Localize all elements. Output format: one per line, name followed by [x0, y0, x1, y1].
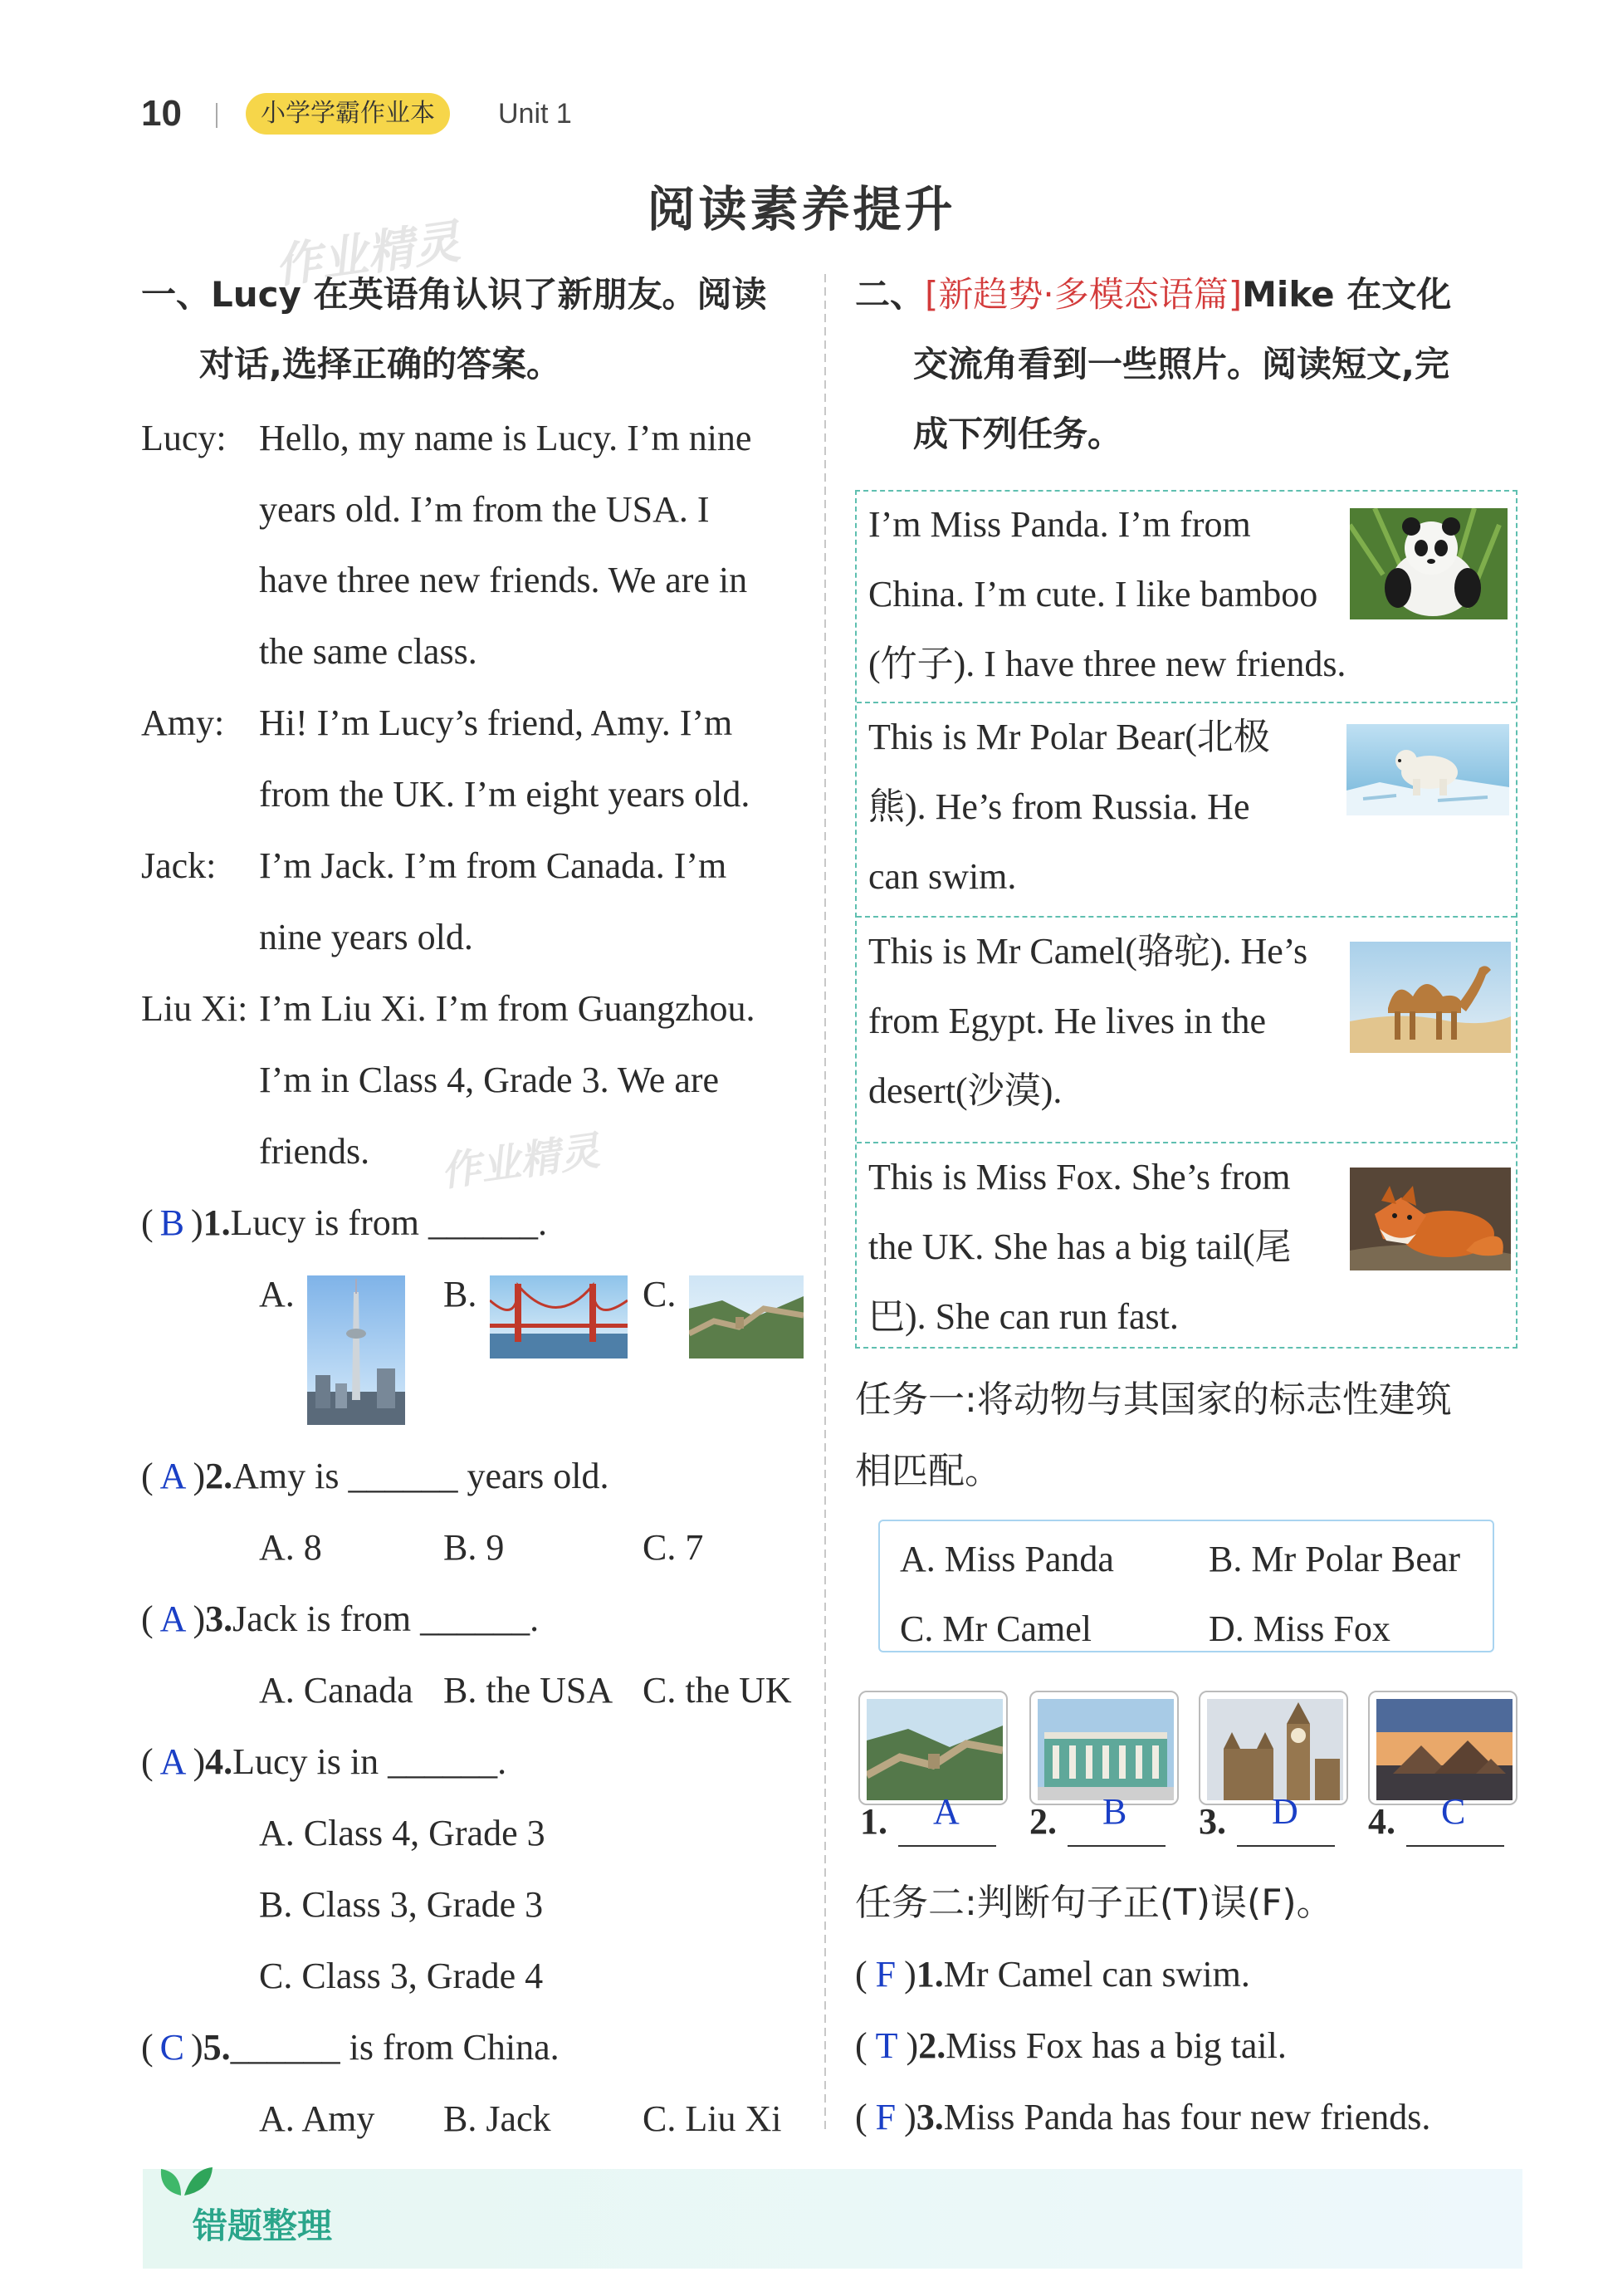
dialogue-line: friends.: [259, 1131, 370, 1172]
passage-separator: [857, 916, 1516, 918]
passage-line: 巴). She can run fast.: [868, 1296, 1179, 1337]
speaker-amy: Amy:: [141, 703, 225, 743]
option-b: B. Jack: [443, 2098, 551, 2139]
section2-tag: [新趋势·多模态语篇]: [925, 274, 1243, 315]
unit-label: Unit 1: [498, 98, 572, 130]
pyramids-card: [1368, 1691, 1517, 1805]
tf-answer[interactable]: F: [875, 2097, 897, 2137]
question-2: ( A )2.Amy is ______ years old.: [141, 1456, 609, 1496]
dialogue-line: I’m Liu Xi. I’m from Guangzhou.: [259, 988, 755, 1029]
option-a: A. Amy: [259, 2098, 375, 2139]
option-a: A. Canada: [259, 1670, 413, 1711]
error-notes-label: 错题整理: [193, 2205, 333, 2246]
task1-title-cont: 相匹配。: [855, 1450, 1001, 1492]
dialogue-line: have three new friends. We are in: [259, 560, 748, 600]
leaf-icon: [156, 2162, 216, 2199]
passage-line: I’m Miss Panda. I’m from: [868, 504, 1251, 545]
option-c: C. Liu Xi: [643, 2098, 782, 2139]
answer-mark[interactable]: A: [159, 1741, 187, 1782]
answer-mark[interactable]: A: [159, 1456, 187, 1496]
watermark-1: 作业精灵: [271, 214, 464, 295]
task1-title: 任务一:将动物与其国家的标志性建筑: [855, 1378, 1452, 1421]
section2-heading-cont: 成下列任务。: [913, 414, 1123, 454]
section2-heading-cont: 交流角看到一些照片。阅读短文,完: [913, 344, 1449, 384]
passage-line: (竹子). I have three new friends.: [868, 644, 1346, 684]
task2-item-1: ( F )1.Mr Camel can swim.: [855, 1954, 1250, 1995]
passage-line: the UK. She has a big tail(尾: [868, 1226, 1292, 1267]
dialogue-line: from the UK. I’m eight years old.: [259, 774, 750, 815]
section1-heading: 一、Lucy 在英语角认识了新朋友。阅读: [141, 274, 767, 315]
panda-image: [1350, 508, 1508, 619]
header-divider: [216, 103, 217, 128]
error-notes-area[interactable]: [143, 2169, 1522, 2269]
question-4: ( A )4.Lucy is in ______.: [141, 1741, 507, 1782]
book-badge: 小学学霸作业本: [246, 93, 450, 135]
speaker-jack: Jack:: [141, 845, 217, 886]
question-1: ( B )1.Lucy is from ______.: [141, 1202, 547, 1243]
passage-separator: [857, 1142, 1516, 1143]
option-c: C. Class 3, Grade 4: [259, 1956, 544, 1996]
task1-answer[interactable]: C: [1441, 1791, 1466, 1832]
question-5: ( C )5.______ is from China.: [141, 2027, 560, 2068]
task1-item-num: 3.: [1199, 1801, 1226, 1842]
page-title: 阅读素养提升: [647, 181, 956, 237]
dialogue-line: nine years old.: [259, 917, 473, 957]
section1-heading-cont: 对话,选择正确的答案。: [199, 344, 561, 384]
passage-line: This is Miss Fox. She’s from: [868, 1157, 1291, 1197]
column-divider: [824, 274, 826, 2134]
dialogue-line: I’m Jack. I’m from Canada. I’m: [259, 845, 727, 886]
polar-bear-image: [1346, 724, 1509, 815]
task1-option-a: A. Miss Panda: [900, 1539, 1114, 1579]
great-wall-card: [858, 1691, 1008, 1805]
speaker-lucy: Lucy:: [141, 418, 227, 458]
question-3: ( A )3.Jack is from ______.: [141, 1598, 540, 1639]
answer-blank: [898, 1845, 996, 1847]
passage-line: desert(沙漠).: [868, 1070, 1063, 1111]
task1-answer[interactable]: D: [1272, 1791, 1298, 1832]
option-c: C. the UK: [643, 1670, 792, 1711]
winter-palace-card: [1029, 1691, 1179, 1805]
task2-item-2: ( T )2.Miss Fox has a big tail.: [855, 2025, 1287, 2066]
passage-line: This is Mr Polar Bear(北极: [868, 717, 1270, 757]
option-b: B. 9: [443, 1527, 505, 1568]
task2-item-3: ( F )3.Miss Panda has four new friends.: [855, 2097, 1431, 2137]
answer-mark[interactable]: A: [159, 1598, 187, 1639]
answer-blank: [1406, 1845, 1504, 1847]
task1-answer[interactable]: B: [1102, 1791, 1127, 1832]
task1-option-d: D. Miss Fox: [1209, 1608, 1390, 1649]
fox-image: [1350, 1168, 1511, 1270]
dialogue-line: I’m in Class 4, Grade 3. We are: [259, 1060, 720, 1100]
task1-item-num: 1.: [860, 1801, 887, 1842]
cn-tower-image: [307, 1275, 405, 1425]
task1-item-num: 4.: [1368, 1801, 1395, 1842]
option-b: B. Class 3, Grade 3: [259, 1884, 544, 1925]
option-a: A. Class 4, Grade 3: [259, 1813, 545, 1853]
passage-line: 熊). He’s from Russia. He: [868, 786, 1250, 827]
tf-answer[interactable]: T: [875, 2025, 898, 2066]
tf-answer[interactable]: F: [875, 1954, 897, 1995]
answer-blank: [1237, 1845, 1335, 1847]
task1-option-b: B. Mr Polar Bear: [1209, 1539, 1461, 1579]
speaker-liuxi: Liu Xi:: [141, 988, 248, 1029]
great-wall-image: [689, 1275, 804, 1359]
option-c: C. 7: [643, 1527, 704, 1568]
dialogue-line: years old. I’m from the USA. I: [259, 489, 710, 530]
section2-heading: 二、[新趋势·多模态语篇]Mike 在文化: [855, 274, 1452, 315]
option-a: A. 8: [259, 1527, 322, 1568]
answer-mark[interactable]: C: [159, 2027, 185, 2068]
task1-item-num: 2.: [1029, 1801, 1057, 1842]
dialogue-line: the same class.: [259, 631, 477, 672]
passage-line: from Egypt. He lives in the: [868, 1001, 1267, 1041]
passage-line: China. I’m cute. I like bamboo: [868, 574, 1318, 614]
task1-option-c: C. Mr Camel: [900, 1608, 1092, 1649]
page-number: 10: [141, 93, 182, 134]
answer-blank: [1068, 1845, 1166, 1847]
passage-separator: [857, 702, 1516, 703]
answer-mark[interactable]: B: [159, 1202, 185, 1243]
task2-title: 任务二:判断句子正(T)误(F)。: [855, 1882, 1333, 1924]
dialogue-line: Hello, my name is Lucy. I’m nine: [259, 418, 752, 458]
option-b: B. the USA: [443, 1670, 613, 1711]
watermark-2: 作业精灵: [437, 1127, 603, 1197]
big-ben-card: [1199, 1691, 1348, 1805]
task1-answer[interactable]: A: [933, 1791, 960, 1832]
option-c: C.: [643, 1274, 677, 1314]
camel-image: [1350, 942, 1511, 1053]
dialogue-line: Hi! I’m Lucy’s friend, Amy. I’m: [259, 703, 733, 743]
golden-gate-bridge-image: [490, 1275, 628, 1359]
option-b: B.: [443, 1274, 477, 1314]
passage-line: This is Mr Camel(骆驼). He’s: [868, 931, 1308, 972]
option-a: A.: [259, 1274, 295, 1314]
passage-line: can swim.: [868, 856, 1017, 897]
